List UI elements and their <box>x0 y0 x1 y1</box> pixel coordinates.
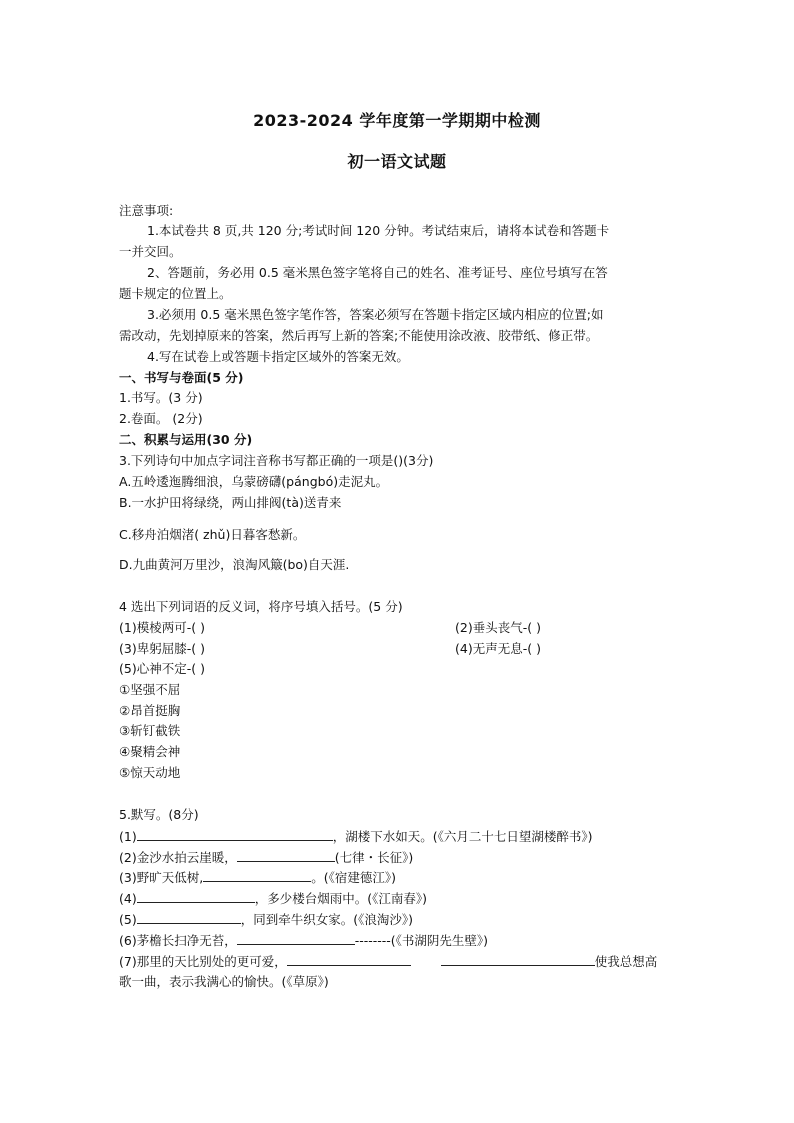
question-4-item-2: (2)垂头丧气-( ) <box>455 620 541 635</box>
question-4-item-5: (5)心神不定-( ) <box>119 661 205 676</box>
dictation-line-4-suffix: ，多少楼台烟雨中。(《江南春》) <box>254 891 427 906</box>
exam-subtitle: 初一语文试题 <box>347 152 447 171</box>
question-4-option-1: ①坚强不屈 <box>119 682 181 697</box>
question-3-option-b: B.一水护田将绿绕，两山排阀(tà)送青来 <box>119 495 342 510</box>
dictation-line-3-prefix: (3)野旷天低树, <box>119 870 204 885</box>
dictation-line-5 <box>119 910 413 929</box>
note-2-line-1: 2、答题前，务必用 0.5 毫米黑色签字笔将自己的姓名、准考证号、座位号填写在答 <box>147 265 608 280</box>
note-4: 4.写在试卷上或答题卡指定区域外的答案无效。 <box>147 349 409 364</box>
dictation-line-1-prefix: (1) <box>119 829 137 844</box>
dictation-blank-2[interactable] <box>237 848 335 862</box>
question-4-item-3: (3)卑躬屈膝-( ) <box>119 641 205 656</box>
question-2: 2.卷面。 (2分) <box>119 411 203 426</box>
question-4-option-2: ②昂首挺胸 <box>119 703 181 718</box>
dictation-line-7 <box>119 952 657 971</box>
dictation-blank-7b[interactable] <box>441 952 595 966</box>
dictation-line-2-prefix: (2)金沙水拍云崖暖， <box>119 850 237 865</box>
dictation-line-7-suffix: 使我总想高 <box>594 954 658 969</box>
dictation-line-5-suffix: ，同到牵牛织女家。(《浪淘沙》) <box>240 912 413 927</box>
question-4-item-4: (4)无声无息-( ) <box>455 641 541 656</box>
note-1-line-1: 1.本试卷共 8 页,共 120 分;考试时间 120 分钟。考试结束后，请将本试卷和答题卡 <box>147 223 610 238</box>
question-3-option-a: A.五岭逶迤腾细浪，乌蒙磅礴(pángbó)走泥丸。 <box>119 474 389 489</box>
exam-title: 2023-2024 学年度第一学期期中检测 <box>253 111 541 130</box>
question-3-stem: 3.下列诗句中加点字词注音称书写都正确的一项是()(3分) <box>119 453 434 468</box>
dictation-blank-6[interactable] <box>237 931 355 945</box>
dictation-line-6 <box>119 931 488 950</box>
dictation-line-3 <box>119 868 396 887</box>
dictation-blank-5[interactable] <box>137 910 241 924</box>
question-4-option-5: ⑤惊天动地 <box>119 765 181 780</box>
notes-heading: 注意事项: <box>119 203 174 218</box>
dictation-line-1 <box>119 827 592 846</box>
dictation-line-6-suffix: --------(《书湖阴先生壁》) <box>354 933 489 948</box>
note-3-line-1: 3.必须用 0.5 毫米黑色签字笔作答，答案必须写在答题卡指定区域内相应的位置;如 <box>147 307 604 322</box>
dictation-line-2-suffix: (七律・长征》) <box>334 850 414 865</box>
dictation-line-4 <box>119 889 427 908</box>
dictation-line-7-continued: 歌一曲，表示我满心的愉快。(《草原》) <box>119 974 329 989</box>
dictation-line-4-prefix: (4) <box>119 891 137 906</box>
dictation-blank-7a[interactable] <box>287 952 411 966</box>
question-3-option-c: C.移舟泊烟渚( zhǔ)日暮客愁新。 <box>119 527 306 542</box>
note-2-line-2: 题卡规定的位置上。 <box>119 286 232 301</box>
dictation-line-3-suffix: 。(《宿建德江》) <box>311 870 396 885</box>
dictation-line-1-suffix: ，湖楼下水如天。(《六月二十七日望湖楼醉书》) <box>332 829 593 844</box>
question-4-stem: 4 选出下列词语的反义词，将序号填入括号。(5 分) <box>119 599 403 614</box>
dictation-line-2 <box>119 848 413 867</box>
question-4-option-4: ④聚精会神 <box>119 744 181 759</box>
dictation-blank-4[interactable] <box>137 889 255 903</box>
question-3-option-d: D.九曲黄河万里沙，浪淘风簸(bo)自天涯. <box>119 557 350 572</box>
dictation-blank-1[interactable] <box>137 827 333 841</box>
section-2-heading: 二、积累与运用(30 分) <box>119 432 253 447</box>
dictation-line-7-prefix: (7)那里的天比别处的更可爱， <box>119 954 287 969</box>
dictation-line-6-prefix: (6)茅檐长扫净无苔， <box>119 933 237 948</box>
question-4-item-1: (1)模棱两可-( ) <box>119 620 205 635</box>
section-1-heading: 一、书写与卷面(5 分) <box>119 370 244 385</box>
dictation-line-5-prefix: (5) <box>119 912 137 927</box>
question-5-stem: 5.默写。(8分) <box>119 807 199 822</box>
dictation-blank-3[interactable] <box>203 868 311 882</box>
question-4-option-3: ③斩钉截铁 <box>119 723 181 738</box>
note-3-line-2: 需改动，先划掉原来的答案，然后再写上新的答案;不能使用涂改液、胶带纸、修正带。 <box>119 328 599 343</box>
note-1-line-2: 一并交回。 <box>119 244 182 259</box>
question-1: 1.书写。(3 分) <box>119 390 203 405</box>
